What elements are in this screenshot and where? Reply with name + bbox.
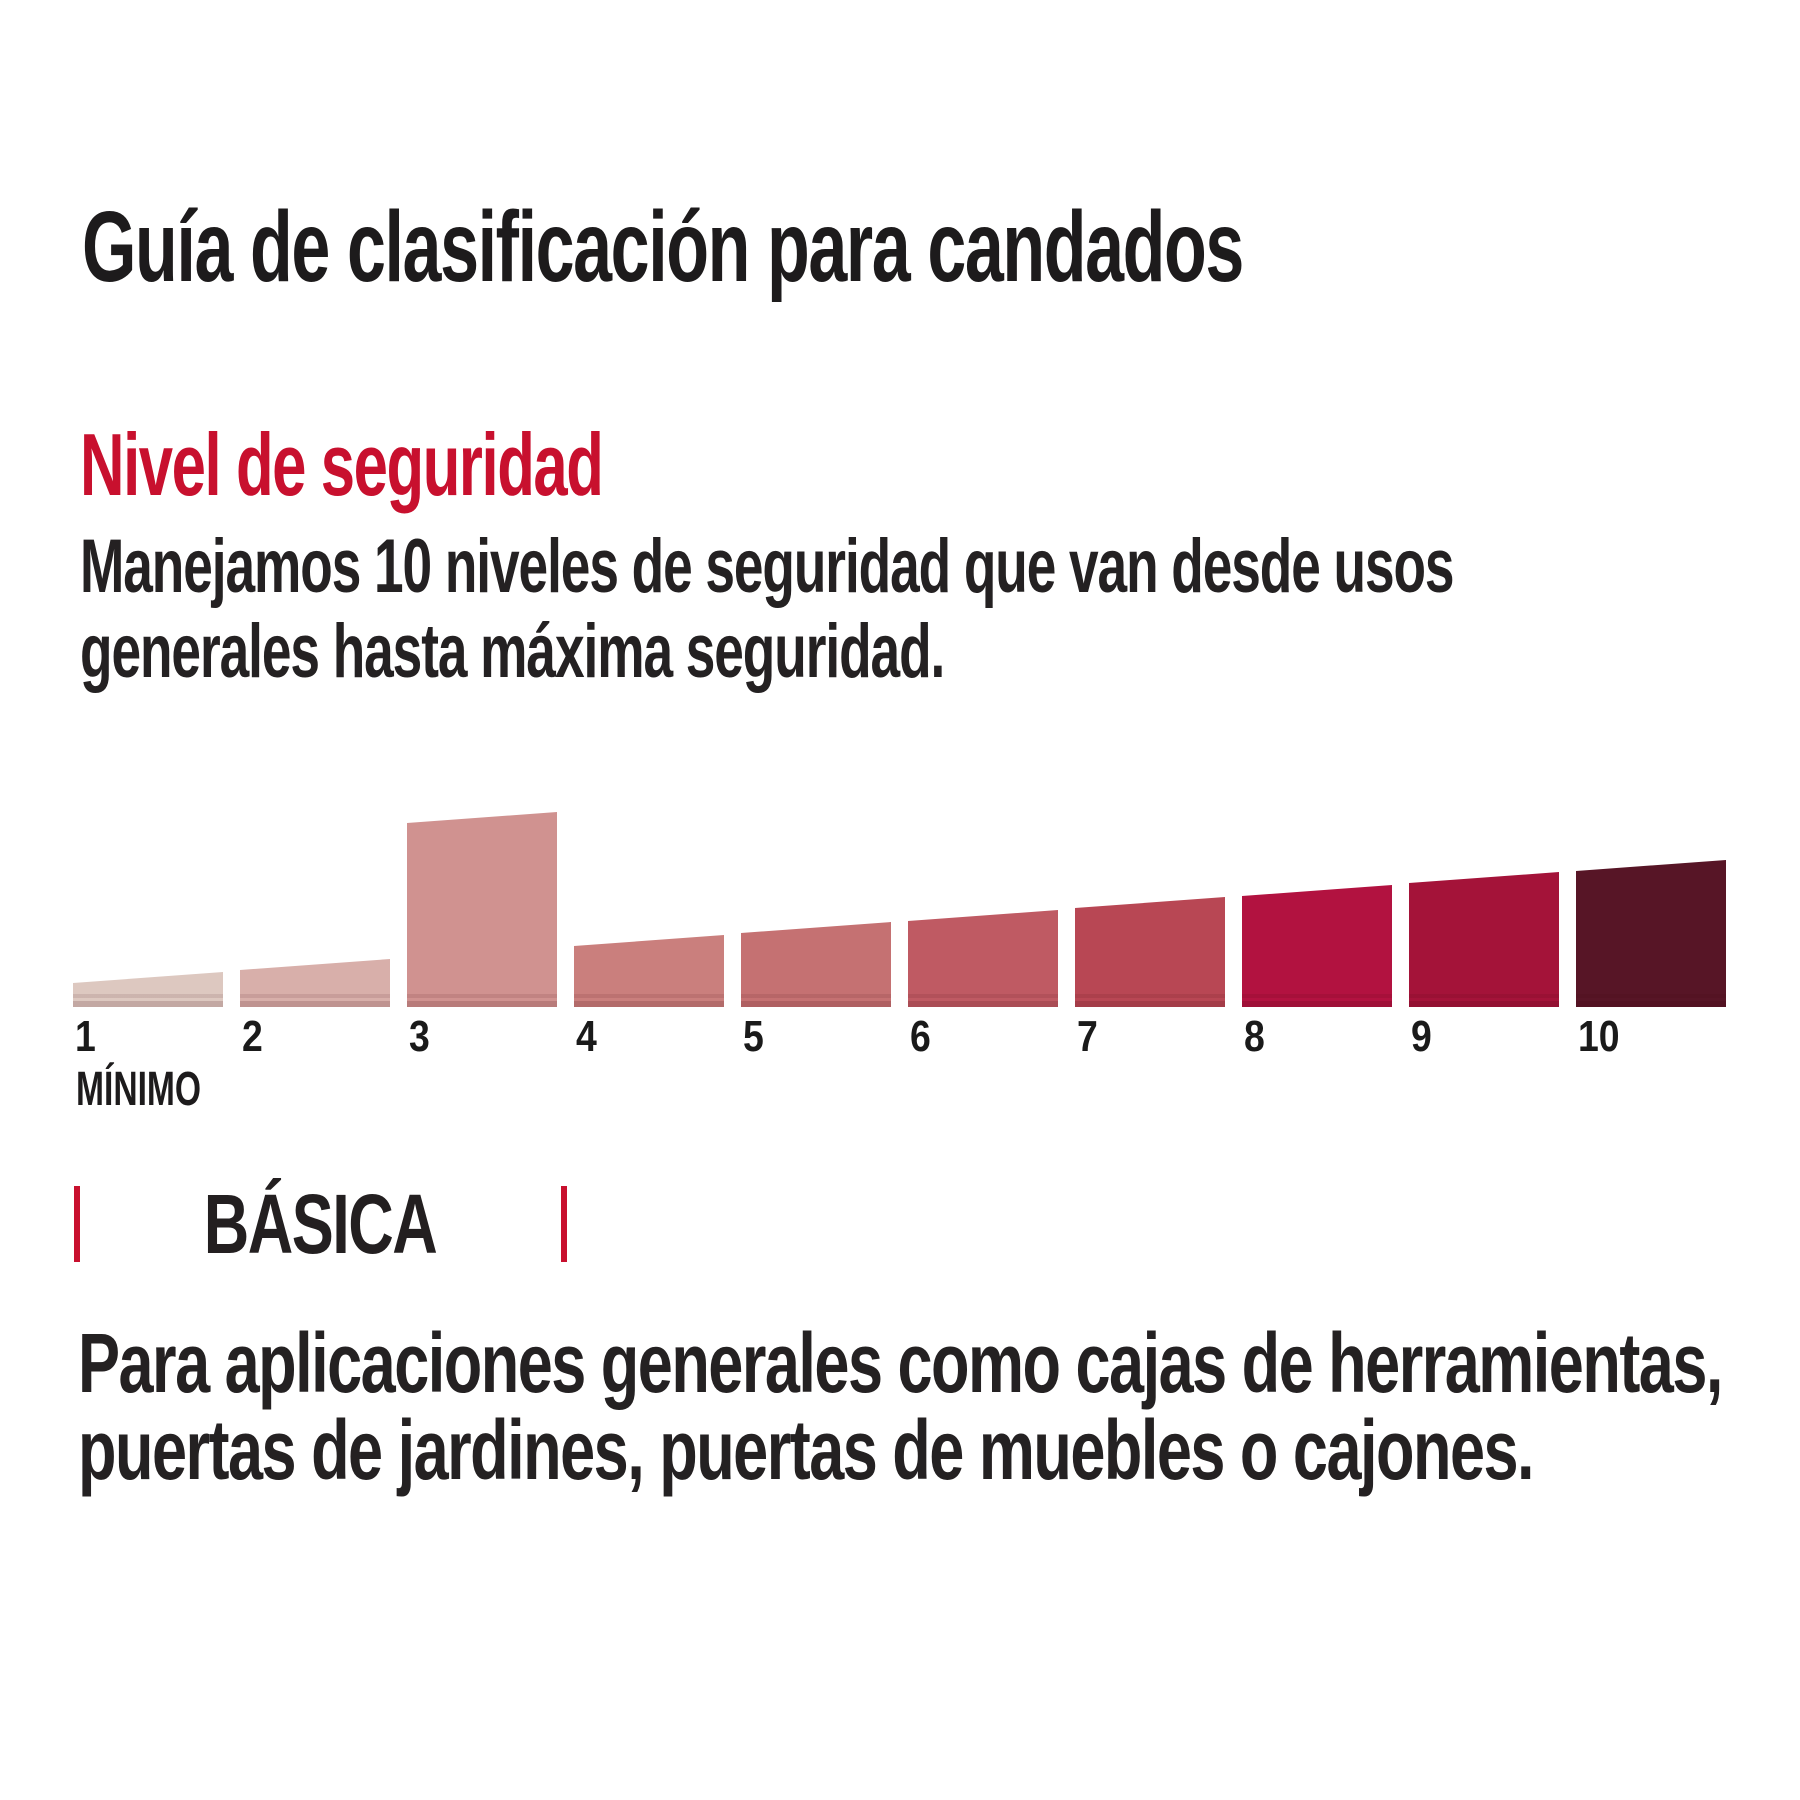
x-tick-label-6: 6 bbox=[910, 1012, 931, 1061]
category-description bbox=[78, 1316, 1722, 1497]
chart-bar-level-10 bbox=[1576, 860, 1726, 1007]
chart-bar-level-3 bbox=[407, 812, 557, 1007]
x-tick-label-9: 9 bbox=[1411, 1012, 1432, 1061]
chart-bars bbox=[73, 812, 1753, 1007]
description-line-1: Manejamos 10 niveles de seguridad que van desde usos bbox=[80, 524, 1454, 609]
page-title: Guía de clasificación para candados bbox=[82, 191, 1243, 303]
chart-bar-level-4 bbox=[574, 935, 724, 1007]
chart-bar-level-9 bbox=[1409, 872, 1559, 1007]
x-tick-label-5: 5 bbox=[743, 1012, 764, 1061]
x-tick-label-10: 10 bbox=[1578, 1012, 1620, 1061]
x-tick-label-7: 7 bbox=[1077, 1012, 1098, 1061]
min-axis-label: MÍNIMO bbox=[76, 1063, 202, 1116]
category-description-line-1: Para aplicaciones generales como cajas de herramientas, bbox=[78, 1316, 1722, 1410]
category-label: BÁSICA bbox=[204, 1177, 437, 1271]
chart-bar-level-8 bbox=[1242, 885, 1392, 1007]
chart-bar-level-5 bbox=[741, 922, 891, 1007]
x-tick-label-4: 4 bbox=[576, 1012, 597, 1061]
chart-bar-level-7 bbox=[1075, 897, 1225, 1007]
chart-bar-level-1 bbox=[73, 972, 223, 1007]
x-tick-label-3: 3 bbox=[409, 1012, 430, 1061]
category-description-line-2: puertas de jardines, puertas de muebles o cajones. bbox=[78, 1403, 1534, 1497]
x-tick-label-2: 2 bbox=[242, 1012, 263, 1061]
chart-bar-level-2 bbox=[240, 959, 390, 1007]
range-marker-right-icon bbox=[561, 1186, 567, 1262]
chart-x-axis-labels bbox=[0, 1012, 1800, 1062]
description-line-2: generales hasta máxima seguridad. bbox=[80, 609, 945, 694]
security-level-heading: Nivel de seguridad bbox=[80, 415, 603, 514]
range-marker-left-icon bbox=[74, 1186, 80, 1262]
x-tick-label-8: 8 bbox=[1244, 1012, 1265, 1061]
chart-bar-level-6 bbox=[908, 910, 1058, 1007]
x-tick-label-1: 1 bbox=[75, 1012, 96, 1061]
category-basica-row bbox=[74, 1177, 567, 1271]
